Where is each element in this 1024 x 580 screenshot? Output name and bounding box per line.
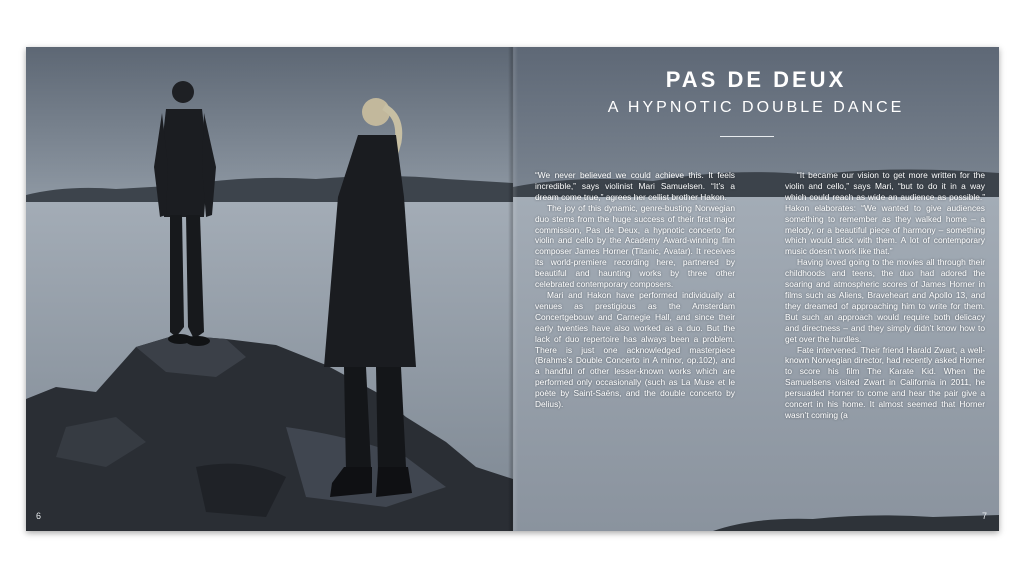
- duo-photo: [26, 47, 513, 531]
- paragraph: “We never believed we could achieve this. It feels incredible,” says violinist Mari Samuelsen. “It’s a dream come true,” agrees her cellist brother Hakon.: [535, 170, 735, 202]
- paragraph: The joy of this dynamic, genre-busting Norwegian duo stems from the huge success of their first major commission, Pas de Deux, a hypnotic concerto for violin and cello by the Academy Award-winning film composer James Horner (Titanic, Avatar). It receives its world-premiere recording here, partnered by beautiful and haunting works by three other celebrated contemporary composers.: [535, 202, 735, 290]
- paragraph: “It became our vision to get more written for the violin and cello,” says Mari, “but to do it in a way which could reach as wide an audience as possible.” Hakon elaborates: “We wanted to give audiences something to remember as they walked home – a melody, or a beautiful piece of harmony – something which would stick with them. A lot of contemporary music doesn’t work like that.”: [785, 170, 985, 257]
- paragraph: Mari and Hakon have performed individually at venues as prestigious as the Amsterdam Concertgebouw and Carnegie Hall, and since their early twenties have also worked as a duo. But the lack of duo repertoire has always been a problem. There is just one acknowledged masterpiece (Brahms’s Double Concerto in A minor, op.102), and a handful of other lesser-known works which are performed only occasionally (such as La Muse et le poète by Saint-Saëns, and the double concerto by Delius).: [535, 289, 735, 410]
- text-column-1: [535, 170, 735, 410]
- booklet-spread: [26, 47, 999, 531]
- right-page-number: 7: [981, 511, 987, 521]
- page-title: PAS DE DEUX: [665, 67, 847, 92]
- page-subtitle: A HYPNOTIC DOUBLE DANCE: [607, 99, 905, 116]
- left-page-number: 6: [36, 511, 42, 521]
- title-divider: [720, 136, 774, 137]
- right-page: [513, 47, 999, 531]
- text-column-2: [785, 170, 985, 421]
- left-page: [26, 47, 513, 531]
- paragraph: Fate intervened. Their friend Harald Zwart, a well-known Norwegian director, had recently asked Horner to score his film The Karate Kid. When the Samuelsens visited Zwart in California in 2011, he persuaded Horner to come and hear the pair give a concert in his home. It almost seemed that Horner wasn’t coming (a: [785, 344, 985, 420]
- spine-gutter: [508, 47, 518, 531]
- paragraph: Having loved going to the movies all through their childhoods and teens, the duo had adored the soaring and atmospheric scores of James Horner in films such as Aliens, Braveheart and Apollo 13, and they dreamed of approaching him to write for them. But such an approach would require both delicacy and directness – and they simply didn’t know how to get over the hurdles.: [785, 257, 985, 344]
